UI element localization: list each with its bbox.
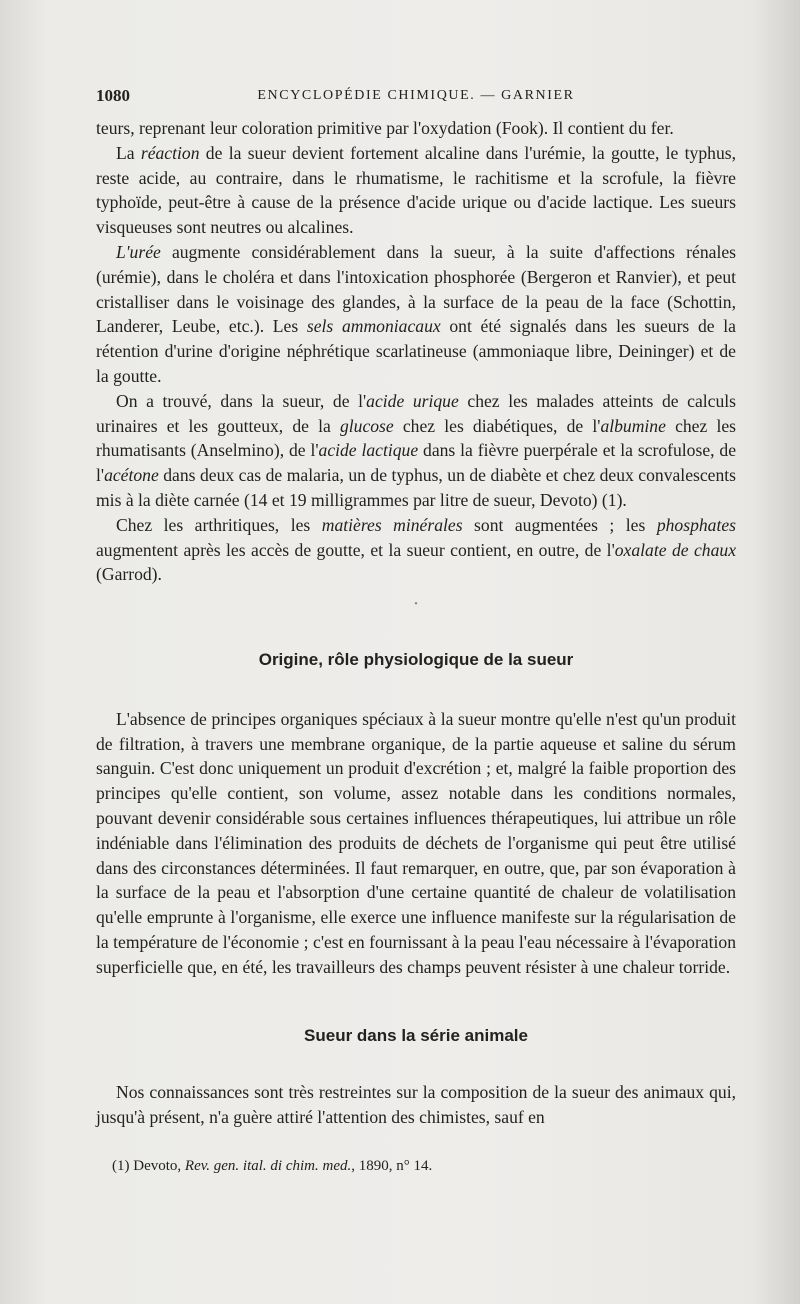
- text-run: ont été signalés dans les sueurs de la rétention d'urine d'origine néphrétique scarlatineuse (ammoniaque libre, Deininger) et de la goutte.: [96, 316, 736, 386]
- section-mark: •: [414, 599, 418, 611]
- section-heading: Origine, rôle physiologique de la sueur: [258, 649, 574, 669]
- running-title: ENCYCLOPÉDIE CHIMIQUE. — GARNIER: [257, 88, 575, 103]
- italic-term: oxalate de chaux: [614, 539, 737, 560]
- italic-term: réaction: [140, 142, 200, 163]
- italic-term: acide lactique: [318, 440, 419, 461]
- text-run: , 1890, n° 14.: [351, 1158, 433, 1174]
- text-run: sont augmentées ; les: [462, 514, 657, 535]
- text-run: chez les rhumatisants (Anselmino), de l': [96, 415, 736, 461]
- italic-term: L'urée: [116, 241, 161, 262]
- text-run: dans deux cas de malaria, un de typhus, un de diabète et chez deux convalescents mis à la diète carnée (14 et 19 milligrammes par litre de sueur, Devoto) (1).: [96, 465, 736, 510]
- text-run: Nos connaissances sont très restreintes sur la composition de la sueur des animaux qui, jusqu'à présent, n'a guère attiré l'attention des chimistes, sauf en: [96, 1082, 736, 1128]
- text-run: La: [116, 142, 141, 163]
- paragraph: [96, 1080, 736, 1130]
- paragraph: [96, 707, 736, 980]
- paragraph: [96, 141, 736, 240]
- italic-term: acide urique: [366, 390, 459, 411]
- italic-term: albumine: [600, 415, 666, 436]
- text-run: augmente considérablement dans la sueur, à la suite d'affections rénales (urémie), dans le choléra et dans l'intoxication phosphorée (Bergeron et Ranvier), et peut cristalliser dans le voisinage des glandes, à la surface de la peau de la face (Schottin, Landerer, Leube, etc.). Les: [96, 241, 736, 337]
- italic-term: phosphates: [656, 514, 736, 535]
- text-run: On a trouvé, dans la sueur, de l': [116, 390, 367, 411]
- page-number: 1080: [96, 86, 130, 105]
- paragraph: [96, 389, 736, 513]
- section-heading: Sueur dans la série animale: [304, 1025, 528, 1045]
- text-run: chez les diabétiques, de l': [393, 415, 601, 436]
- italic-term: Rev. gen. ital. di chim. med.: [184, 1158, 352, 1174]
- text-run: Chez les arthritiques, les: [116, 514, 322, 535]
- text-run: de la sueur devient fortement alcaline dans l'urémie, la goutte, le typhus, reste acide, au contraire, dans le rhumatisme, le rachitisme et la scrofule, la fièvre typhoïde, peut-être à cause de la présence d'acide urique ou d'acide lactique. Les sueurs visqueuses sont neutres ou alcalines.: [96, 142, 736, 238]
- paragraph: [96, 240, 736, 389]
- text-run: teurs, reprenant leur coloration primitive par l'oxydation (Fook). Il contient du fer.: [96, 118, 674, 138]
- italic-term: acétone: [104, 465, 159, 486]
- text-run: chez les malades atteints de calculs urinaires et les goutteux, de la: [96, 390, 736, 436]
- text-run: L'absence de principes organiques spéciaux à la sueur montre qu'elle n'est qu'un produit de filtration, à travers une membrane organique, de la partie aqueuse et saline du sérum sanguin. C'est donc uniquement un produit d'excrétion ; et, malgré la faible proportion des principes qu'elle contient, son volume, assez notable dans les conditions normales, pouvant devenir considérable sous certaines influences thérapeutiques, lui attribue un rôle indéniable dans l'élimination des produits de déchets de l'organisme qui peut être utilisé dans des circonstances déterminées. Il faut remarquer, en outre, que, par son évaporation à la surface de la peau et l'absorption d'une certaine quantité de chaleur de volatilisation qu'elle emprunte à l'organisme, elle exerce une influence manifeste sur la régularisation de la température de l'économie ; c'est en fournissant à la peau l'eau nécessaire à l'évaporation superficielle que, en été, les travailleurs des champs peuvent résister à une chaleur torride.: [96, 708, 736, 977]
- italic-term: glucose: [339, 415, 394, 436]
- text-run: (1) Devoto,: [112, 1158, 185, 1174]
- paragraph: [96, 116, 736, 141]
- footnote: [112, 1158, 732, 1175]
- page-header: [96, 86, 736, 110]
- italic-term: matières minérales: [321, 514, 463, 535]
- text-run: dans la fièvre puerpérale et la scrofulose, de l': [96, 440, 736, 486]
- italic-term: sels ammoniacaux: [306, 316, 441, 337]
- text-run: augmentent après les accès de goutte, et la sueur contient, en outre, de l': [96, 539, 615, 560]
- body-text: [96, 116, 736, 1130]
- paragraph: [96, 513, 736, 587]
- text-run: (Garrod).: [96, 564, 162, 585]
